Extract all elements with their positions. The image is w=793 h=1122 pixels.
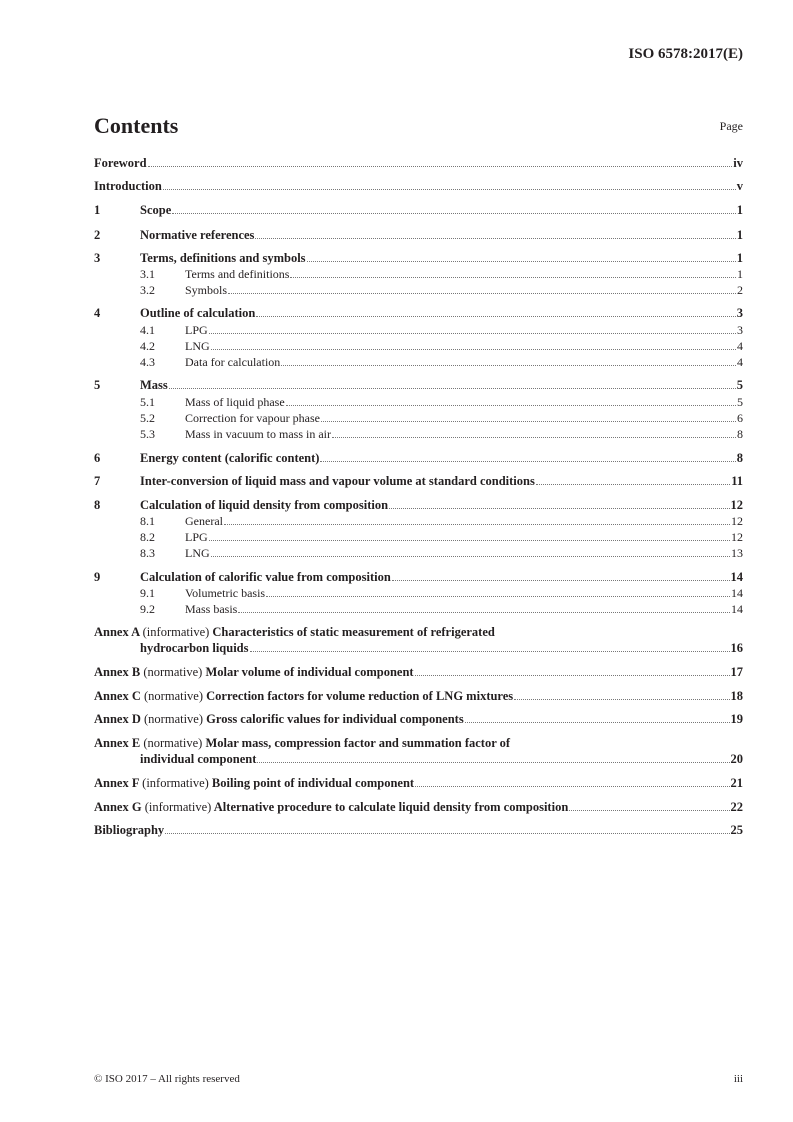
- toc-entry-title: Calculation of calorific value from composition: [140, 570, 391, 584]
- annex-heading: [94, 624, 743, 640]
- toc-entry-number: 9.2: [140, 602, 155, 616]
- toc-entry[interactable]: [94, 282, 743, 298]
- leader-dots: [569, 810, 729, 811]
- toc-entry-number: 8.1: [140, 514, 155, 528]
- toc-entry-title: Introduction: [94, 179, 162, 193]
- leader-dots: [256, 316, 735, 317]
- toc-entry-number: 4.3: [140, 355, 155, 369]
- toc-entry-number: 9.1: [140, 586, 155, 600]
- toc-entry[interactable]: [94, 513, 743, 529]
- toc-entry-number: 4.1: [140, 323, 155, 337]
- toc-entry-title: Calculation of liquid density from composition: [140, 498, 389, 512]
- bibliography-title: Bibliography: [94, 823, 165, 837]
- leader-dots: [148, 166, 733, 167]
- toc-entry-page: 20: [730, 752, 743, 766]
- toc-entry[interactable]: [94, 250, 743, 266]
- leader-dots: [257, 762, 729, 763]
- leader-dots: [465, 722, 730, 723]
- leader-dots: [172, 213, 736, 214]
- toc-entry-page: 8: [737, 427, 743, 441]
- toc-entry-page: 14: [730, 570, 743, 584]
- annex-heading: [94, 775, 414, 791]
- toc-entry-number: 5.2: [140, 411, 155, 425]
- toc-entry-page: 4: [737, 355, 743, 369]
- toc-entry-number: 2: [94, 228, 101, 242]
- toc-entry-number: 5.1: [140, 395, 155, 409]
- toc-entry-page: 18: [730, 689, 743, 703]
- annex-label: Annex A: [94, 625, 140, 639]
- toc-entry-number: 4: [94, 306, 101, 320]
- leader-dots: [392, 580, 730, 581]
- annex-heading: [94, 664, 414, 680]
- leader-dots: [228, 293, 736, 294]
- toc-entry-page: 1: [736, 203, 743, 217]
- toc-entry-title: Inter-conversion of liquid mass and vapour volume at standard conditions: [140, 474, 535, 488]
- toc-entry-title: Energy content (calorific content): [140, 451, 320, 465]
- annex-type: (normative): [143, 736, 203, 750]
- toc-entry[interactable]: [94, 473, 743, 489]
- toc-entry[interactable]: [94, 497, 743, 513]
- toc-entry-number: 8.2: [140, 530, 155, 544]
- toc-entry-number: 5.3: [140, 427, 155, 441]
- leader-dots: [415, 675, 730, 676]
- leader-dots: [211, 556, 730, 557]
- toc-entry-title: Volumetric basis: [185, 586, 266, 600]
- toc-entry-title: General: [185, 514, 223, 528]
- toc-entry-page: 3: [736, 306, 743, 320]
- toc-entry[interactable]: [94, 601, 743, 617]
- leader-dots: [255, 238, 735, 239]
- toc-entry-page: 1: [736, 228, 743, 242]
- toc-entry[interactable]: [94, 227, 743, 243]
- document-id: ISO 6578:2017(E): [628, 46, 743, 62]
- leader-dots: [514, 699, 729, 700]
- toc-entry-number: 5: [94, 378, 101, 392]
- leader-dots: [165, 833, 729, 834]
- toc-entry-title: Terms, definitions and symbols: [140, 251, 306, 265]
- toc-entry-number: 7: [94, 474, 101, 488]
- annex-type: (normative): [144, 689, 204, 703]
- leader-dots: [332, 437, 736, 438]
- leader-dots: [320, 461, 735, 462]
- annex-label: Annex D: [94, 712, 141, 726]
- toc-entry-number: 4.2: [140, 339, 155, 353]
- copyright: © ISO 2017 – All rights reserved: [94, 1073, 240, 1085]
- toc-entry-title: LPG: [185, 530, 208, 544]
- toc-entry-number: 8.3: [140, 546, 155, 560]
- annex-type: (informative): [144, 800, 212, 814]
- annex-heading: [94, 688, 513, 704]
- toc-entry-page: 6: [737, 411, 743, 425]
- toc-entry[interactable]: [94, 377, 743, 393]
- toc-annex-entry[interactable]: [94, 688, 743, 704]
- toc-entry[interactable]: [94, 394, 743, 410]
- leader-dots: [169, 388, 736, 389]
- toc-entry-title: Foreword: [94, 156, 147, 170]
- toc-entry-page: 12: [730, 498, 743, 512]
- annex-heading: [94, 799, 568, 815]
- leader-dots: [281, 365, 736, 366]
- page-column-label: Page: [719, 119, 743, 133]
- annex-title: Characteristics of static measurement of refrigerated: [212, 625, 495, 639]
- toc-bibliography[interactable]: [94, 822, 743, 838]
- toc-entry-title: Mass of liquid phase: [185, 395, 285, 409]
- toc-entry-title: Terms and definitions: [185, 267, 290, 281]
- annex-type: (informative): [142, 625, 210, 639]
- toc-annex-entry[interactable]: [94, 751, 743, 767]
- annex-heading: [94, 735, 743, 751]
- toc-entry[interactable]: [94, 426, 743, 442]
- toc-entry-number: 6: [94, 451, 101, 465]
- toc-entry-number: 3.2: [140, 283, 155, 297]
- toc-annex-entry[interactable]: [94, 711, 743, 727]
- toc-entry-page: 12: [731, 530, 743, 544]
- annex-title: Alternative procedure to calculate liquid density from composition: [213, 800, 569, 814]
- toc-entry-title: Data for calculation: [185, 355, 281, 369]
- toc-entry-title: Correction for vapour phase: [185, 411, 320, 425]
- leader-dots: [224, 524, 730, 525]
- toc-entry-title: Outline of calculation: [140, 306, 256, 320]
- toc-annex-entry[interactable]: [94, 664, 743, 680]
- toc-entry-title: Mass in vacuum to mass in air: [185, 427, 331, 441]
- annex-title: Correction factors for volume reduction of LNG mixtures: [206, 689, 514, 703]
- leader-dots: [211, 349, 736, 350]
- toc-entry[interactable]: [94, 178, 743, 194]
- toc-entry-page: 14: [731, 586, 743, 600]
- toc-entry-title: LNG: [185, 546, 210, 560]
- toc-entry-page: 12: [731, 514, 743, 528]
- leader-dots: [321, 421, 736, 422]
- annex-label: Annex E: [94, 736, 141, 750]
- leader-dots: [266, 596, 730, 597]
- toc-entry-page: 13: [731, 546, 743, 560]
- leader-dots: [290, 277, 736, 278]
- toc-entry-page: 16: [730, 641, 743, 655]
- toc-entry[interactable]: [94, 202, 743, 218]
- annex-title: Molar mass, compression factor and summation factor of: [205, 736, 511, 750]
- annex-title: Gross calorific values for individual components: [206, 712, 464, 726]
- leader-dots: [389, 508, 729, 509]
- toc-entry-page: 3: [737, 323, 743, 337]
- toc-entry-page: 1: [736, 251, 743, 265]
- toc-annex-entry[interactable]: [94, 799, 743, 815]
- toc-entry-number: 3: [94, 251, 101, 265]
- toc-entry[interactable]: [94, 529, 743, 545]
- toc-entry-page: iv: [733, 156, 743, 170]
- leader-dots: [307, 261, 736, 262]
- toc-entry-title: Normative references: [140, 228, 255, 242]
- toc-entry-number: 8: [94, 498, 101, 512]
- annex-label: Annex B: [94, 665, 141, 679]
- annex-title-continued: individual component: [140, 752, 257, 766]
- toc-annex-entry[interactable]: [94, 775, 743, 791]
- leader-dots: [286, 405, 736, 406]
- toc-entry[interactable]: [94, 450, 743, 466]
- toc-entry-title: Scope: [140, 203, 172, 217]
- toc-entry-page: 11: [731, 474, 743, 488]
- toc-entry[interactable]: [94, 338, 743, 354]
- annex-heading: [94, 711, 464, 727]
- toc-entry-page: 25: [730, 823, 743, 837]
- toc-entry-page: 22: [730, 800, 743, 814]
- page-title: Contents: [94, 113, 179, 138]
- toc-entry-number: 3.1: [140, 267, 155, 281]
- toc-entry-title: LPG: [185, 323, 208, 337]
- toc-entry-number: 9: [94, 570, 101, 584]
- toc-entry-title: Symbols: [185, 283, 228, 297]
- annex-type: (informative): [142, 776, 209, 790]
- toc-entry[interactable]: [94, 266, 743, 282]
- toc-entry-page: 2: [737, 283, 743, 297]
- annex-type: (normative): [143, 665, 203, 679]
- toc-entry-title: Mass basis: [185, 602, 238, 616]
- toc-entry-title: LNG: [185, 339, 210, 353]
- toc-entry-page: 19: [730, 712, 743, 726]
- annex-title: Boiling point of individual component: [211, 776, 415, 790]
- annex-label: Annex F: [94, 776, 140, 790]
- toc-entry-page: 8: [736, 451, 743, 465]
- toc-entry[interactable]: [94, 354, 743, 370]
- toc-entry-page: 14: [731, 602, 743, 616]
- toc-entry[interactable]: [94, 155, 743, 171]
- page-number: iii: [733, 1073, 743, 1085]
- toc-entry[interactable]: [94, 585, 743, 601]
- toc-entry-title: Mass: [140, 378, 168, 392]
- leader-dots: [250, 651, 730, 652]
- toc-annex-entry[interactable]: [94, 640, 743, 656]
- annex-title-continued: hydrocarbon liquids: [140, 641, 249, 655]
- toc-entry-page: 1: [737, 267, 743, 281]
- toc-entry-page: v: [736, 179, 743, 193]
- leader-dots: [238, 612, 730, 613]
- annex-label: Annex C: [94, 689, 141, 703]
- leader-dots: [209, 540, 730, 541]
- annex-label: Annex G: [94, 800, 142, 814]
- leader-dots: [163, 189, 736, 190]
- toc-entry[interactable]: [94, 322, 743, 338]
- annex-type: (normative): [144, 712, 204, 726]
- toc-entry[interactable]: [94, 545, 743, 561]
- toc-entry-page: 4: [737, 339, 743, 353]
- toc-entry[interactable]: [94, 305, 743, 321]
- toc-entry[interactable]: [94, 410, 743, 426]
- toc-entry-page: 5: [737, 395, 743, 409]
- leader-dots: [415, 786, 729, 787]
- leader-dots: [536, 484, 730, 485]
- toc-entry-page: 17: [730, 665, 743, 679]
- toc-entry-page: 5: [736, 378, 743, 392]
- annex-title: Molar volume of individual component: [205, 665, 414, 679]
- toc-entry-number: 1: [94, 203, 101, 217]
- toc-entry[interactable]: [94, 569, 743, 585]
- leader-dots: [209, 333, 736, 334]
- toc-entry-page: 21: [730, 776, 743, 790]
